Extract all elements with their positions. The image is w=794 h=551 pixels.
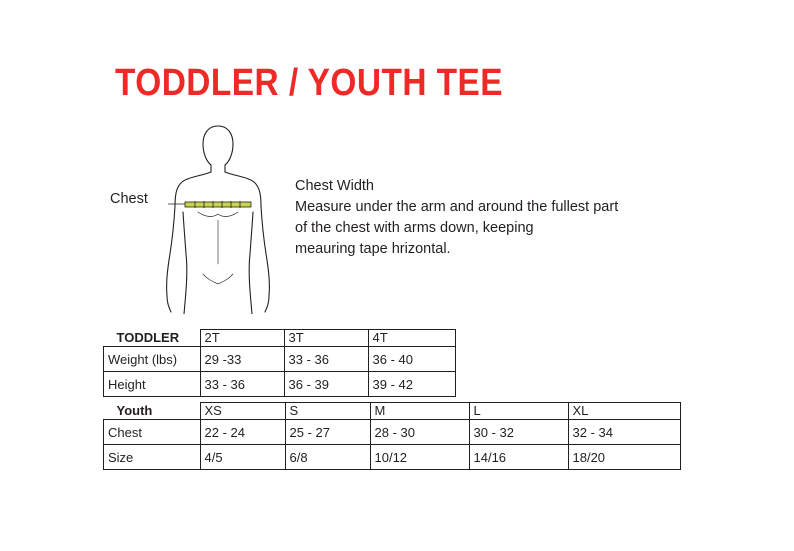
size-header-cell: M (370, 403, 469, 420)
table-cell: 28 - 30 (370, 420, 469, 445)
description-line: Measure under the arm and around the fullest part (295, 199, 619, 215)
chest-label: Chest (110, 191, 148, 207)
description-line: of the chest with arms down, keeping (295, 220, 534, 236)
row-label: Size (104, 445, 201, 470)
table-cell: 39 - 42 (368, 372, 455, 397)
row-label: Chest (104, 420, 201, 445)
size-header-cell: 2T (200, 330, 284, 347)
table-header-row (104, 403, 681, 420)
size-header-cell: L (469, 403, 568, 420)
table-cell: 10/12 (370, 445, 469, 470)
table-cell: 18/20 (568, 445, 680, 470)
table-cell: 4/5 (200, 445, 285, 470)
table-row (104, 372, 456, 397)
table-header-row (104, 330, 456, 347)
row-label: Weight (lbs) (104, 347, 201, 372)
size-header-cell: S (285, 403, 370, 420)
toddler-header: TODDLER (116, 329, 180, 345)
table-cell: 25 - 27 (285, 420, 370, 445)
table-cell: 14/16 (469, 445, 568, 470)
description-heading: Chest Width (295, 178, 374, 194)
table-cell: 29 -33 (200, 347, 284, 372)
table-cell: 33 - 36 (200, 372, 284, 397)
table-cell: 22 - 24 (200, 420, 285, 445)
size-header-cell: XS (200, 403, 285, 420)
row-label: Height (104, 372, 201, 397)
table-cell: 6/8 (285, 445, 370, 470)
table-cell: 36 - 40 (368, 347, 455, 372)
table-row (104, 347, 456, 372)
youth-size-table (103, 402, 681, 470)
table-cell: 36 - 39 (284, 372, 368, 397)
toddler-size-table (103, 329, 456, 397)
table-cell: 33 - 36 (284, 347, 368, 372)
youth-header: Youth (116, 402, 153, 418)
size-header-cell: XL (568, 403, 680, 420)
page-title: TODDLER / YOUTH TEE (115, 62, 504, 104)
table-cell: 30 - 32 (469, 420, 568, 445)
size-header-cell: 4T (368, 330, 455, 347)
description-line: meauring tape hrizontal. (295, 241, 451, 257)
table-row (104, 420, 681, 445)
table-row (104, 445, 681, 470)
size-header-cell: 3T (284, 330, 368, 347)
body-outline-figure (158, 124, 278, 314)
measurement-description (295, 176, 618, 260)
table-cell: 32 - 34 (568, 420, 680, 445)
